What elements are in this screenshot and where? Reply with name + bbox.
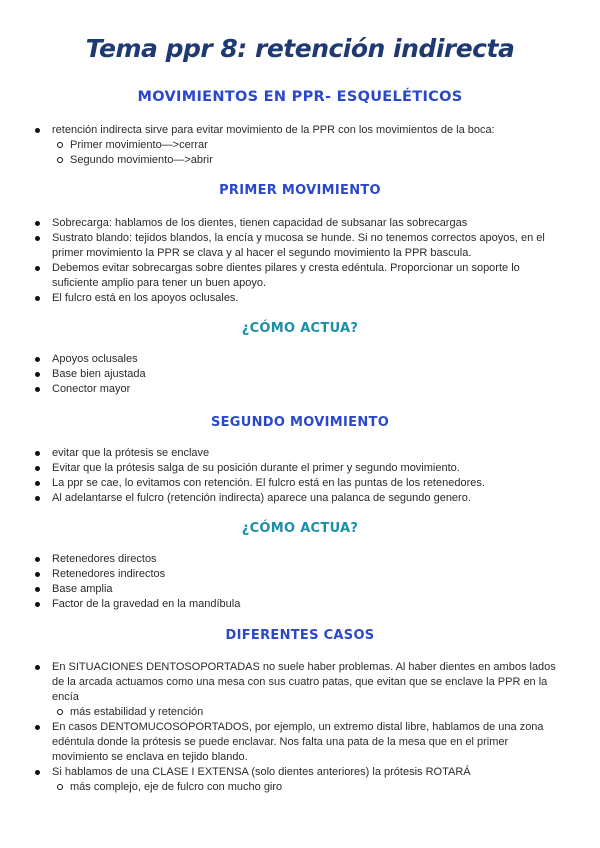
list-item: Apoyos oclusales — [0, 352, 600, 367]
list-item: Base bien ajustada — [0, 367, 600, 382]
page-title: Tema ppr 8: retención indirecta — [85, 34, 515, 63]
list-item: Debemos evitar sobrecargas sobre dientes pilares y cresta edéntula. Proporcionar un soporte lo suficiente amplio para tener un buen apoyo. — [0, 261, 600, 291]
sub-list-item: más complejo, eje de fulcro con mucho giro — [0, 780, 600, 795]
list-item: Sustrato blando: tejidos blandos, la encía y mucosa se hunde. Si no tenemos correctos apoyos, en el primer movimiento la PPR se clava y al hacer el segundo movimiento la PPR bascula. — [0, 231, 600, 261]
list-item: Conector mayor — [0, 382, 600, 397]
heading-como-actua-1: ¿CÓMO ACTUA? — [241, 321, 359, 336]
list-item: Evitar que la prótesis salga de su posición durante el primer y segundo movimiento. — [0, 461, 600, 476]
sub-list-item: más estabilidad y retención — [0, 705, 600, 720]
sub-list-item: Primer movimiento—>cerrar — [0, 138, 600, 153]
list-item: evitar que la prótesis se enclave — [0, 446, 600, 461]
heading-diferentes-casos: DIFERENTES CASOS — [225, 628, 375, 643]
list-item: Sobrecarga: hablamos de los dientes, tienen capacidad de subsanar las sobrecargas — [0, 216, 600, 231]
list-item: Al adelantarse el fulcro (retención indirecta) aparece una palanca de segundo genero. — [0, 491, 600, 506]
list-item: En SITUACIONES DENTOSOPORTADAS no suele haber problemas. Al haber dientes en ambos lados de la arcada actuamos como una mesa con sus cuatro patas, que evitan que se enclave la PPR en la encía — [0, 660, 600, 705]
list-item: retención indirecta sirve para evitar movimiento de la PPR con los movimientos de la boca: — [0, 123, 600, 138]
list-item: Retenedores directos — [0, 552, 600, 567]
list-item: Si hablamos de una CLASE I EXTENSA (solo dientes anteriores) la prótesis ROTARÁ — [0, 765, 600, 780]
list-primer-movimiento — [0, 216, 600, 306]
heading-como-actua-2: ¿CÓMO ACTUA? — [241, 521, 359, 536]
list-item: Base amplia — [0, 582, 600, 597]
list-segundo-movimiento — [0, 446, 600, 506]
list-como-actua-1 — [0, 352, 600, 397]
heading-movimientos-ppr: MOVIMIENTOS EN PPR- ESQUELÉTICOS — [137, 89, 463, 105]
list-item: En casos DENTOMUCOSOPORTADOS, por ejemplo, un extremo distal libre, hablamos de una zona edéntula donde la prótesis se puede enclavar. Nos falta una pata de la mesa que en el primer movimiento se enclava en tejido blando. — [0, 720, 600, 765]
sub-list-item: Segundo movimiento—>abrir — [0, 153, 600, 168]
list-item: El fulcro está en los apoyos oclusales. — [0, 291, 600, 306]
list-item: La ppr se cae, lo evitamos con retención. El fulcro está en las puntas de los retenedores. — [0, 476, 600, 491]
heading-primer-movimiento: PRIMER MOVIMIENTO — [219, 183, 381, 198]
heading-segundo-movimiento: SEGUNDO MOVIMIENTO — [210, 415, 390, 430]
list-como-actua-2 — [0, 552, 600, 612]
list-movimientos-ppr — [0, 123, 600, 168]
list-item: Factor de la gravedad en la mandíbula — [0, 597, 600, 612]
list-diferentes-casos — [0, 660, 600, 795]
list-item: Retenedores indirectos — [0, 567, 600, 582]
